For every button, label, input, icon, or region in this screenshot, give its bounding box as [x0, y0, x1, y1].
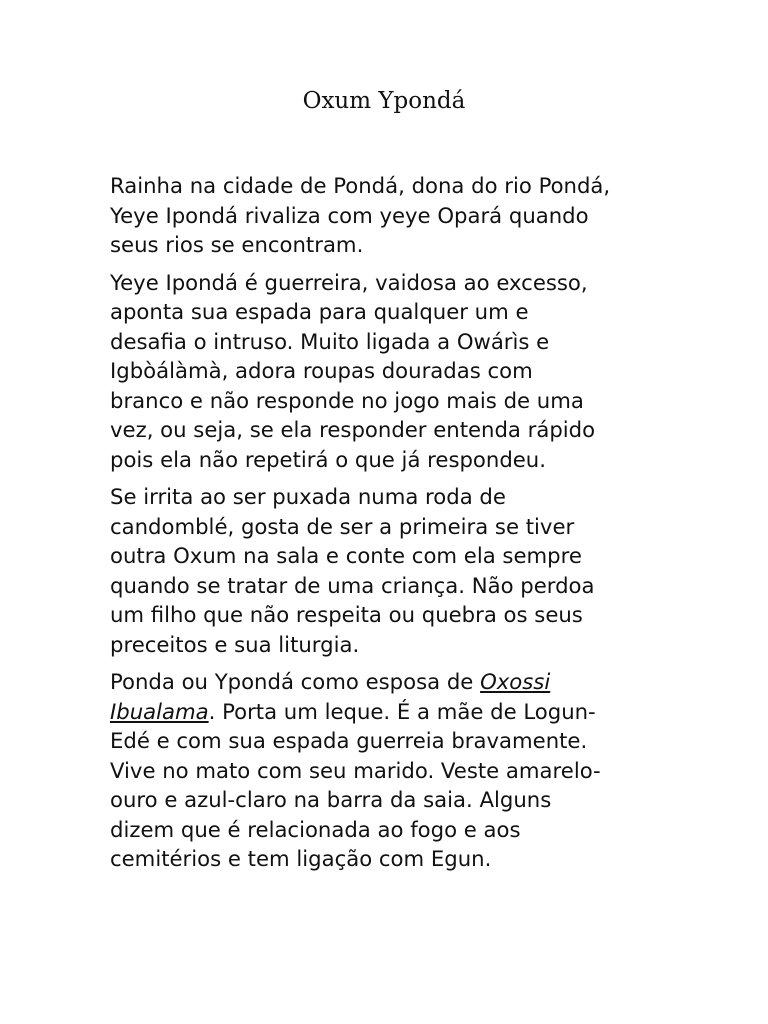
text-line: seus rios se encontram. [110, 232, 364, 257]
text-line: outra Oxum na sala e conte com ela sempre [110, 543, 582, 568]
line-text-suffix: . Porta um leque. É a mãe de Logun- [208, 698, 596, 724]
text-line: branco e não responde no jogo mais de uma [110, 387, 584, 413]
text-line: candomblé, gosta de ser a primeira se tiver [110, 513, 575, 539]
paragraph-4 [110, 667, 670, 874]
document-body [110, 171, 670, 882]
text-line [110, 697, 670, 727]
text-line: Vive no mato com seu marido. Veste amarelo- [110, 757, 601, 783]
link-text-part-2: Ibualama [110, 698, 209, 724]
paragraph-1 [110, 171, 670, 260]
text-line: Edé e com sua espada guerreia bravamente. [110, 728, 588, 753]
page-title: Oxum Ypondá [302, 88, 466, 114]
text-line: quando se tratar de uma criança. Não perdoa [110, 572, 595, 598]
text-line [110, 667, 670, 697]
text-line: pois ela não repetirá o que já respondeu. [110, 446, 546, 472]
text-line: Yeye Ipondá é guerreira, vaidosa ao excesso, [110, 269, 588, 295]
text-line: ouro e azul-claro na barra da saia. Alguns [110, 787, 552, 812]
oxossi-ibualama-link[interactable] [480, 669, 550, 694]
link-text-part-1: Oxossi [480, 669, 551, 694]
text-line: dizem que é relacionada ao fogo e aos [110, 816, 521, 842]
oxossi-ibualama-link-continued[interactable] [110, 699, 209, 724]
text-line: Igbòálàmà, adora roupas douradas com [110, 358, 533, 383]
text-line: Yeye Ipondá rivaliza com yeye Opará quando [110, 202, 589, 228]
text-line: cemitérios e tem ligação com Egun. [110, 846, 492, 871]
line-text-prefix: Ponda ou Ypondá como esposa de [110, 669, 481, 694]
text-line: Rainha na cidade de Pondá, dona do rio Pondá, [110, 173, 611, 198]
text-line: um filho que não respeita ou quebra os seus [110, 602, 583, 627]
paragraph-2 [110, 268, 670, 475]
text-line: vez, ou seja, se ela responder entenda rápido [110, 417, 596, 442]
text-line: Se irrita ao ser puxada numa roda de [110, 484, 506, 509]
paragraph-3 [110, 482, 670, 659]
text-line: aponta sua espada para qualquer um e [110, 299, 529, 324]
text-line: desafia o intruso. Muito ligada a Owárìs e [110, 328, 550, 354]
text-line: preceitos e sua liturgia. [110, 631, 360, 657]
